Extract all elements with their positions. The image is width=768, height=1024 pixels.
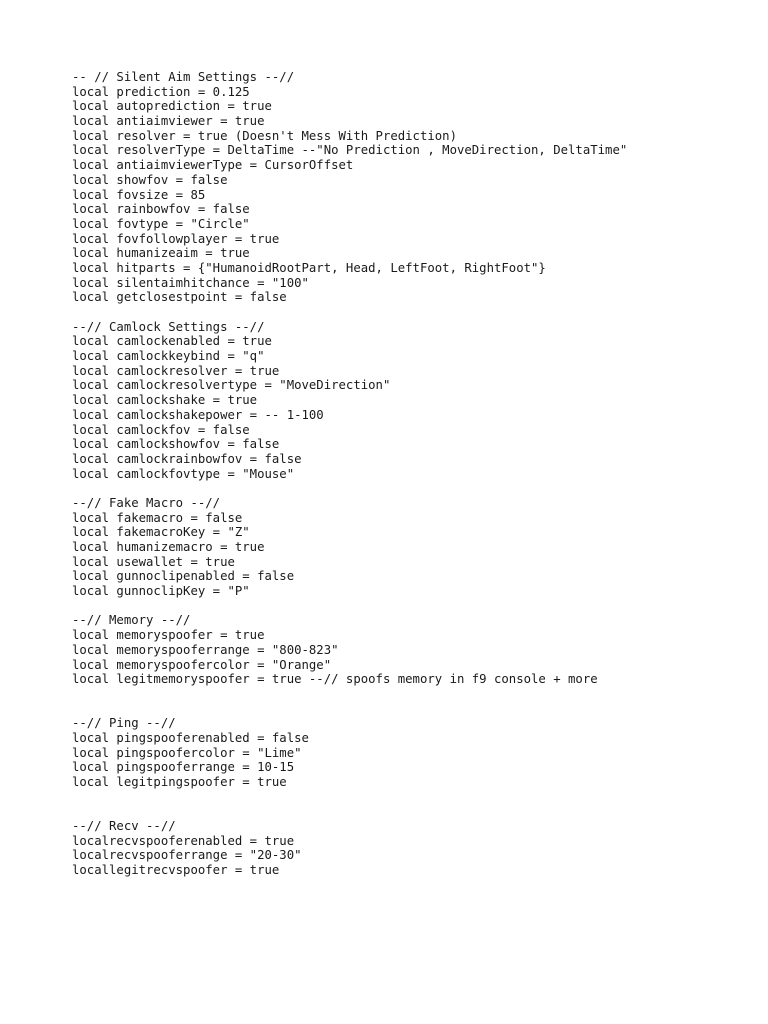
code-line: local memoryspooferrange = "800-823" — [72, 642, 339, 657]
section-spacer — [72, 599, 752, 614]
section-heading: --// Fake Macro --// — [72, 495, 221, 510]
section-spacer — [72, 481, 752, 496]
code-line: local antiaimviewerType = CursorOffset — [72, 158, 354, 173]
code-line: local camlockshake = true — [72, 393, 258, 408]
code-line: local memoryspoofer = true — [72, 628, 265, 643]
code-line: local fakemacro = false — [72, 510, 243, 525]
fake-macro-section — [72, 496, 752, 599]
memory-section — [72, 613, 752, 686]
code-line: local getclosestpoint = false — [72, 290, 287, 305]
code-line: local antiaimviewer = true — [72, 114, 265, 129]
section-heading: --// Memory --// — [72, 613, 191, 628]
section-spacer — [72, 790, 752, 819]
section-heading: --// Ping --// — [72, 716, 176, 731]
camlock-settings-section — [72, 320, 752, 482]
code-line: local humanizeaim = true — [72, 246, 250, 261]
code-line: local legitmemoryspoofer = true --// spoofs memory in f9 console + more — [72, 672, 598, 687]
code-line: local prediction = 0.125 — [72, 84, 250, 99]
code-line: local silentaimhitchance = "100" — [72, 275, 309, 290]
section-heading: --// Camlock Settings --// — [72, 319, 265, 334]
code-line: local fovsize = 85 — [72, 187, 206, 202]
code-line: local hitparts = {"HumanoidRootPart, Head, LeftFoot, RightFoot"} — [72, 260, 546, 275]
code-line: localrecvspooferrange = "20-30" — [72, 848, 302, 863]
code-line: local fovfollowplayer = true — [72, 231, 280, 246]
document-page — [72, 70, 752, 878]
code-line: local pingspoofercolor = "Lime" — [72, 745, 302, 760]
code-line: local fovtype = "Circle" — [72, 216, 250, 231]
code-line: local autoprediction = true — [72, 99, 272, 114]
code-line: local pingspooferrange = 10-15 — [72, 760, 295, 775]
recv-section — [72, 819, 752, 878]
code-line: local camlockrainbowfov = false — [72, 451, 302, 466]
code-line: local resolver = true (Doesn't Mess With Prediction) — [72, 128, 457, 143]
code-line: local gunnoclipKey = "P" — [72, 584, 250, 599]
code-line: local usewallet = true — [72, 554, 235, 569]
section-spacer — [72, 687, 752, 716]
code-line: local camlockfovtype = "Mouse" — [72, 466, 295, 481]
code-line: local fakemacroKey = "Z" — [72, 525, 250, 540]
code-line: local camlockfov = false — [72, 422, 250, 437]
code-line: local showfov = false — [72, 172, 228, 187]
code-line: local humanizemacro = true — [72, 540, 265, 554]
silent-aim-settings-section — [72, 70, 752, 305]
section-heading: --// Recv --// — [72, 819, 176, 834]
code-line: local gunnoclipenabled = false — [72, 569, 295, 584]
section-heading: -- // Silent Aim Settings --// — [72, 70, 295, 84]
code-line: local rainbowfov = false — [72, 202, 250, 217]
code-line: local pingspooferenabled = false — [72, 730, 309, 745]
code-line: local camlockshakepower = -- 1-100 — [72, 407, 324, 422]
section-spacer — [72, 305, 752, 320]
code-line: local legitpingspoofer = true — [72, 775, 287, 790]
code-line: localrecvspooferenabled = true — [72, 833, 295, 848]
code-line: local camlockresolvertype = "MoveDirection" — [72, 378, 391, 393]
code-line: local camlockenabled = true — [72, 334, 272, 349]
code-line: local camlockshowfov = false — [72, 437, 280, 452]
code-line: locallegitrecvspoofer = true — [72, 863, 280, 878]
code-line: local camlockkeybind = "q" — [72, 349, 265, 364]
code-line: local resolverType = DeltaTime --"No Prediction , MoveDirection, DeltaTime" — [72, 143, 628, 158]
code-line: local camlockresolver = true — [72, 363, 280, 378]
ping-section — [72, 716, 752, 789]
code-line: local memoryspoofercolor = "Orange" — [72, 657, 332, 672]
